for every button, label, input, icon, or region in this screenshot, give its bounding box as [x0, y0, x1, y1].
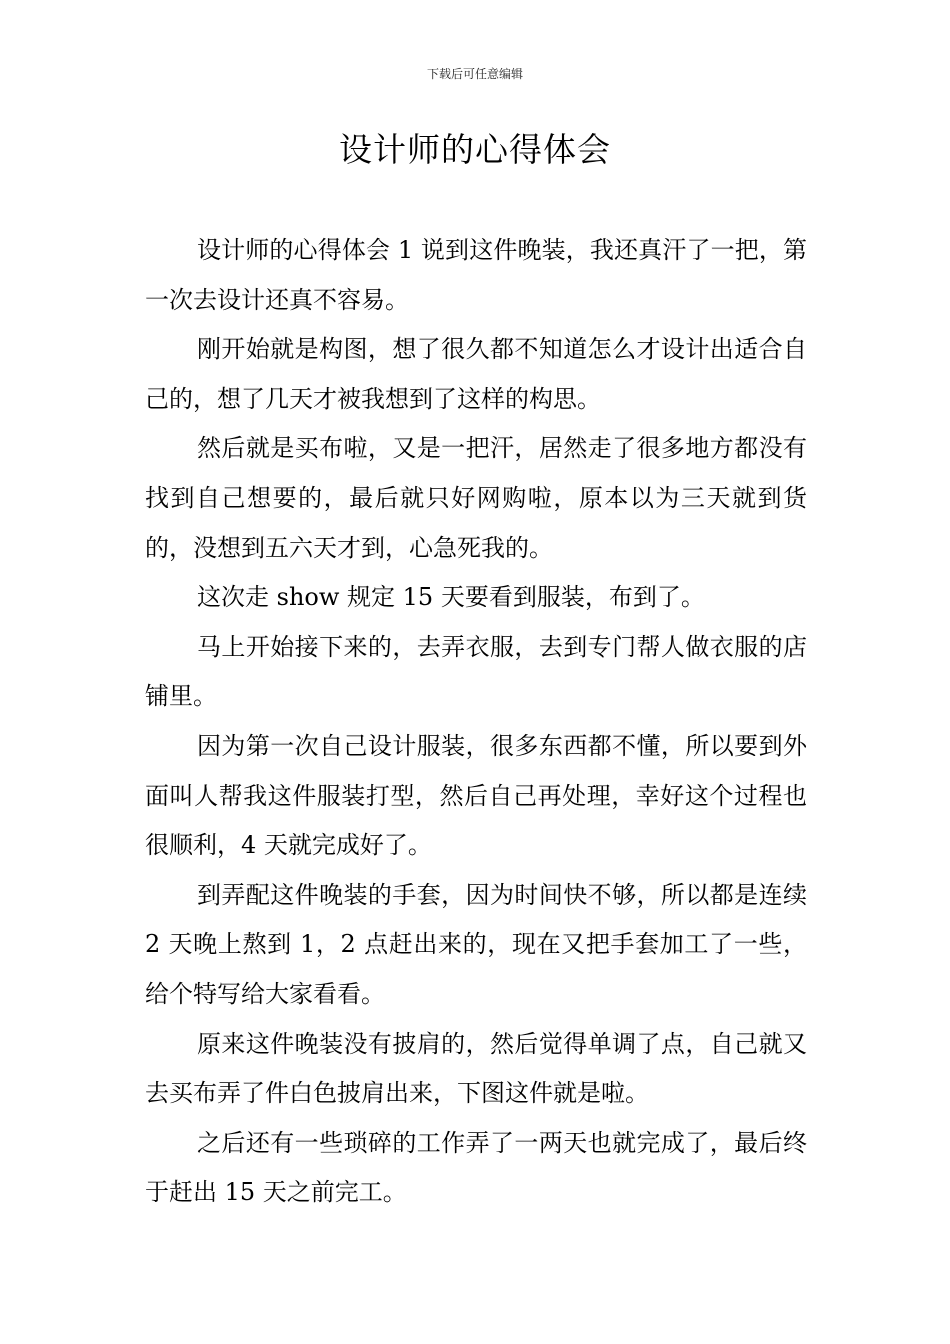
paragraph: 因为第一次自己设计服装，很多东西都不懂，所以要到外面叫人帮我这件服装打型，然后自己再处理，幸好这个过程也很顺利，4 天就完成好了。 — [145, 731, 807, 860]
paragraph: 马上开始接下来的，去弄衣服，去到专门帮人做衣服的店铺里。 — [145, 632, 807, 711]
paragraph: 原来这件晚装没有披肩的，然后觉得单调了点，自己就又去买布弄了件白色披肩出来，下图这件就是啦。 — [145, 1029, 807, 1108]
paragraph: 然后就是买布啦，又是一把汗，居然走了很多地方都没有找到自己想要的，最后就只好网购啦，原本以为三天就到货的，没想到五六天才到，心急死我的。 — [145, 434, 807, 562]
paragraph: 设计师的心得体会 1 说到这件晚装，我还真汗了一把，第一次去设计还真不容易。 — [145, 236, 807, 314]
document-body — [145, 226, 807, 1218]
paragraph: 到弄配这件晚装的手套，因为时间快不够，所以都是连续 2 天晚上熬到 1，2 点赶出来的，现在又把手套加工了一些，给个特写给大家看看。 — [145, 880, 807, 1008]
document-title: 设计师的心得体会 — [339, 130, 611, 169]
paragraph: 刚开始就是构图，想了很久都不知道怎么才设计出适合自己的，想了几天才被我想到了这样的构思。 — [145, 335, 807, 413]
paragraph: 之后还有一些琐碎的工作弄了一两天也就完成了，最后终于赶出 15 天之前完工。 — [145, 1128, 807, 1207]
paragraph: 这次走 show 规定 15 天要看到服装，布到了。 — [197, 583, 705, 612]
header-note: 下载后可任意编辑 — [426, 67, 523, 81]
